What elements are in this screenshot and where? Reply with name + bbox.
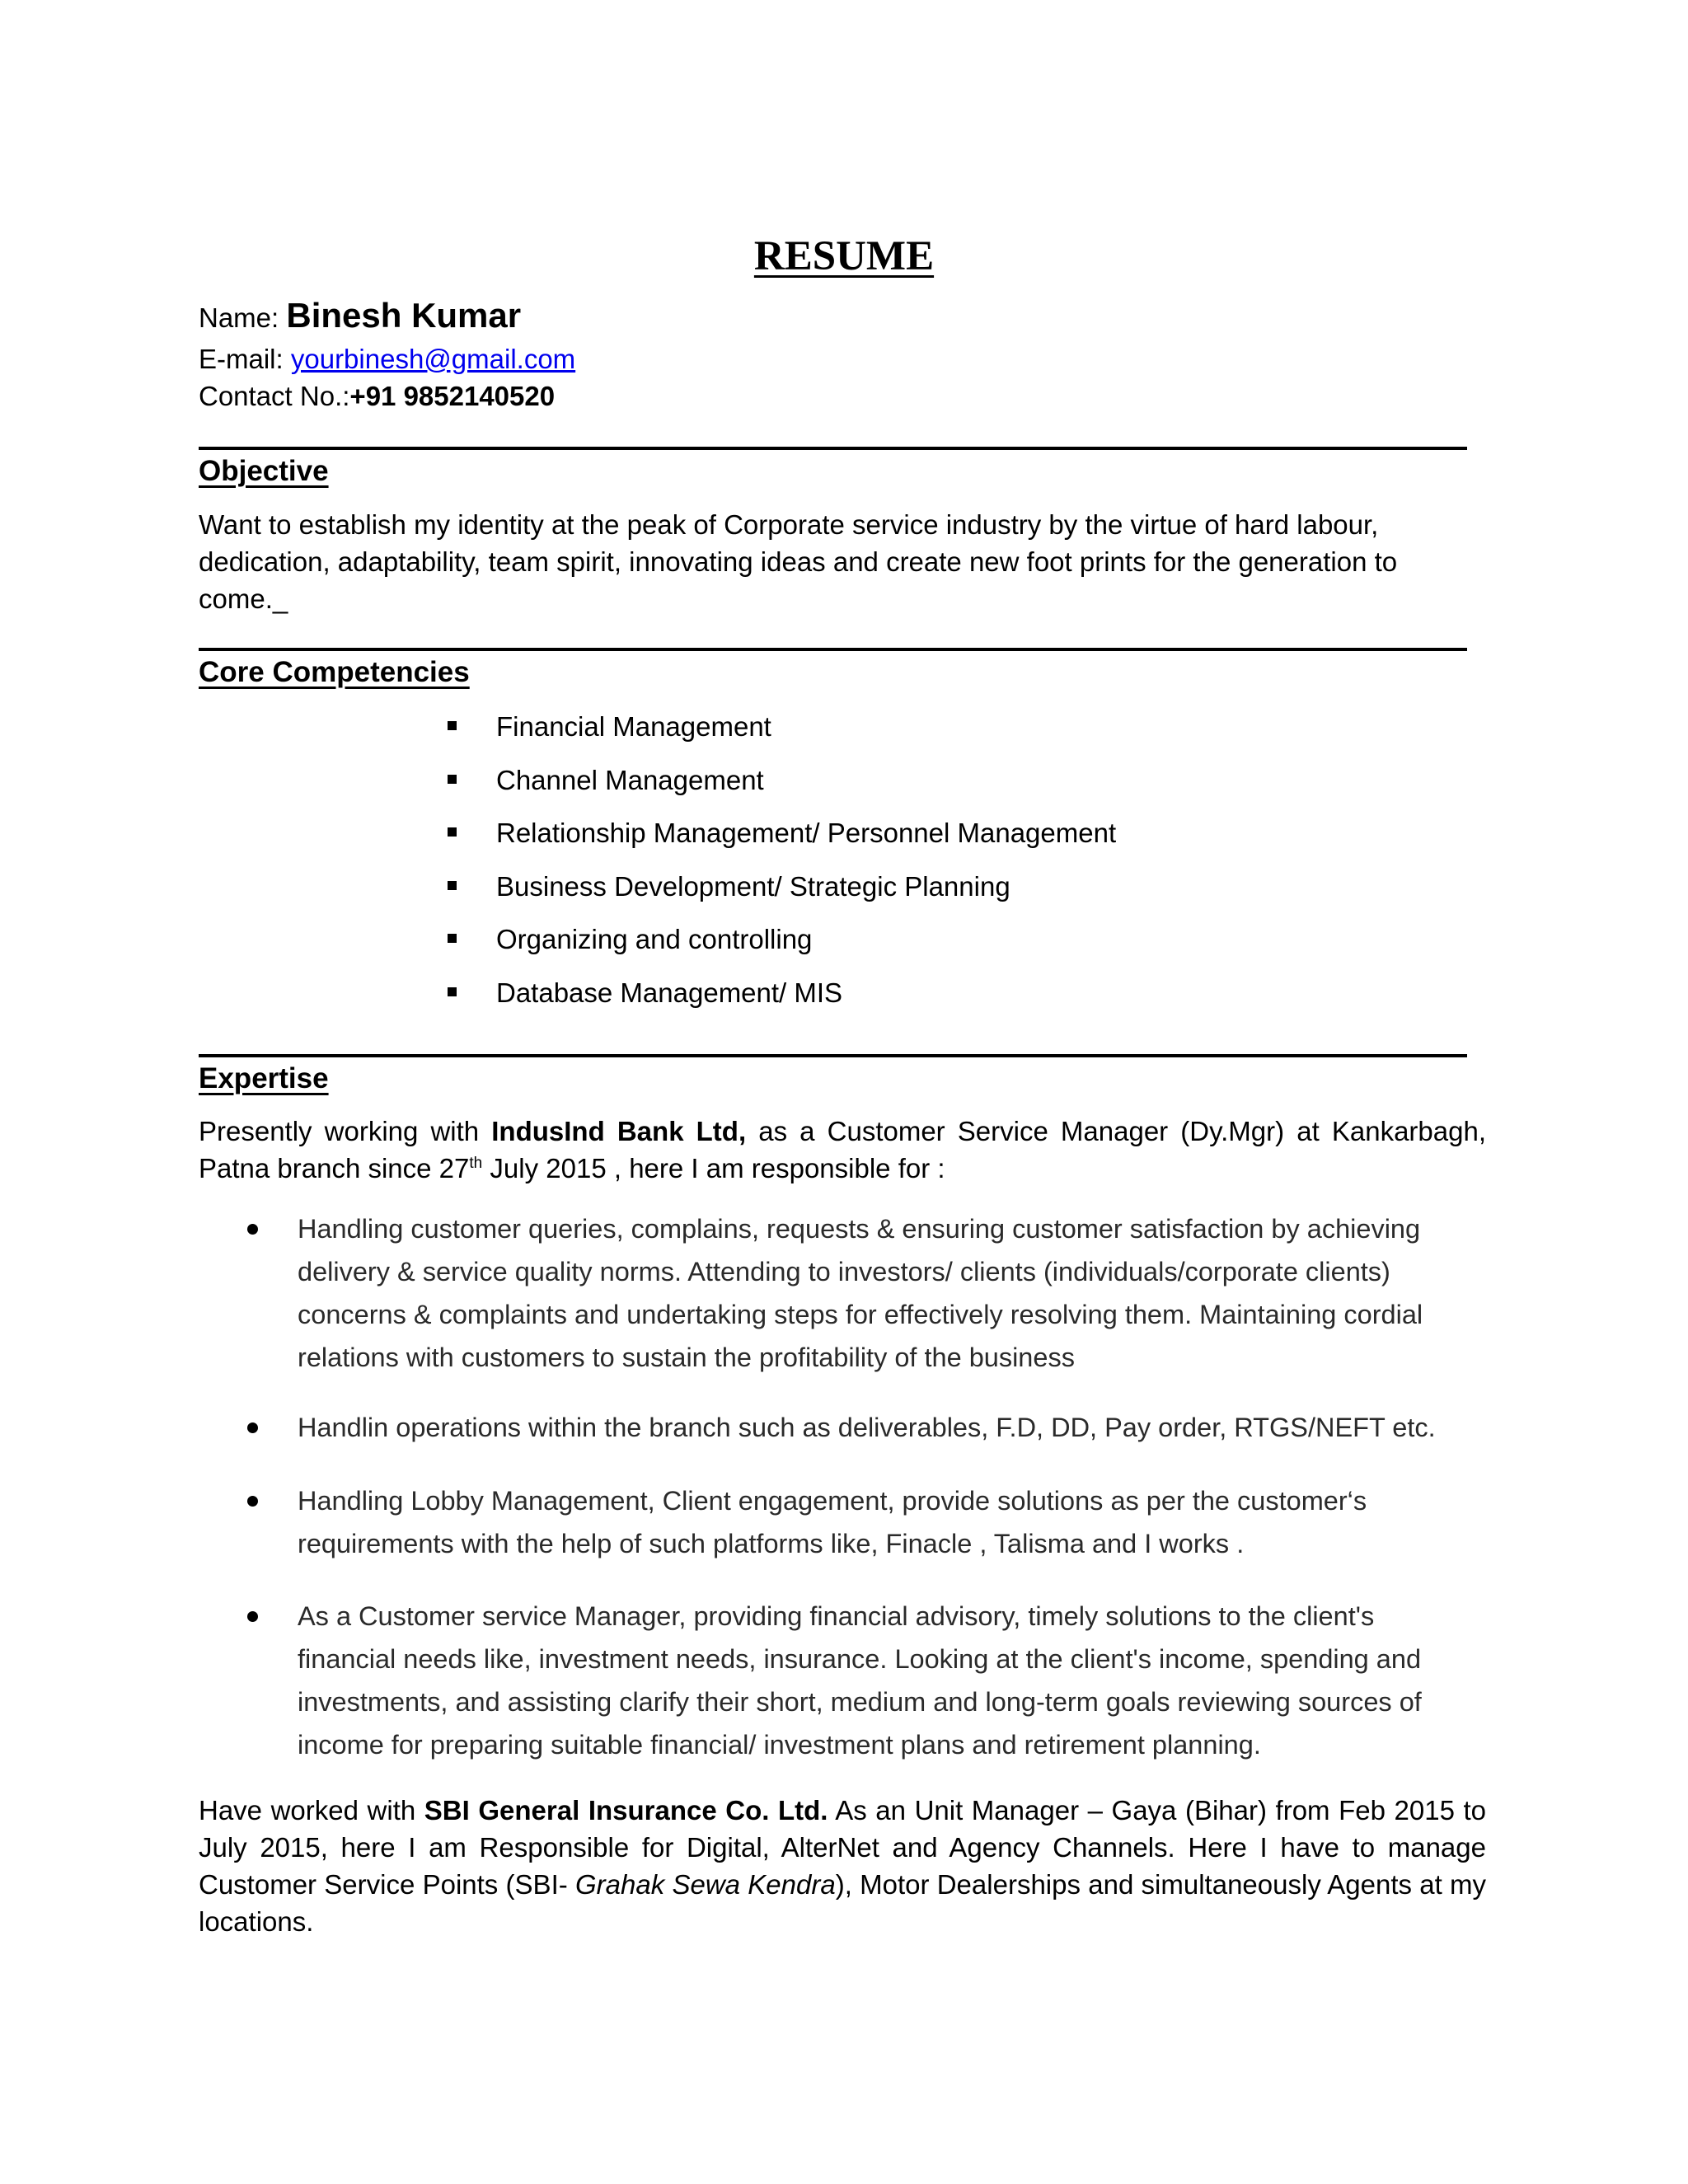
competency-text: Channel Management xyxy=(496,764,764,795)
objective-text: Want to establish my identity at the peak of Corporate service industry by the virtue of hard labour, dedication, adaptability, team spirit, innovating ideas and create new foot prints for the generation to come._ xyxy=(199,509,1398,614)
square-bullet-icon xyxy=(448,827,457,837)
company-name: SBI General Insurance Co. Ltd. xyxy=(424,1795,828,1825)
competency-text: Business Development/ Strategic Planning xyxy=(496,870,1010,902)
name-value: Binesh Kumar xyxy=(286,296,522,335)
email-label: E-mail: xyxy=(199,344,284,374)
previous-experience xyxy=(199,1792,1486,1940)
divider xyxy=(199,648,1467,651)
bullet-icon xyxy=(247,1611,258,1622)
name-line xyxy=(199,298,521,336)
expertise-heading: Expertise xyxy=(199,1062,329,1094)
expertise-bullet: As a Customer service Manager, providing financial advisory, timely solutions to the client's financial needs like, investment needs, insurance. Looking at the client's income, spending and investments, and assisting clarify their short, medium and long-term goals reviewing sources of income for preparing suitable financial/ investment plans and retirement planning. xyxy=(298,1601,1422,1760)
expertise-intro xyxy=(199,1113,1486,1187)
competencies-heading: Core Competencies xyxy=(199,656,470,688)
contact-label: Contact No.: xyxy=(199,381,350,411)
objective-heading: Objective xyxy=(199,455,329,487)
email-link[interactable]: yourbinesh@gmail.com xyxy=(290,344,576,374)
prev-text: As an Unit Manager – Gaya (Bihar) from Feb 2015 to July 2015, here I am Responsible for Digital, AlterNet and Agency Channels. Here I have to manage Customer Service Points (SBI- xyxy=(199,1795,1487,1900)
square-bullet-icon xyxy=(448,881,457,890)
square-bullet-icon xyxy=(448,934,457,943)
prev-text: Have worked with xyxy=(199,1795,424,1825)
bullet-icon xyxy=(247,1422,258,1433)
email-line xyxy=(199,341,575,377)
page-title: RESUME xyxy=(753,233,935,279)
prev-italic-text: Grahak Sewa Kendra xyxy=(575,1869,836,1900)
expertise-bullet: Handling Lobby Management, Client engagement, provide solutions as per the customer‘s requirements with the help of such platforms like, Finacle , Talisma and I works . xyxy=(298,1486,1367,1558)
divider xyxy=(199,1054,1467,1057)
competency-text: Relationship Management/ Personnel Management xyxy=(496,818,1117,848)
prev-text: ), Motor Dealerships and simultaneously Agents at my locations. xyxy=(199,1869,1487,1937)
intro-text: as a Customer Service Manager (Dy.Mgr) at Kankarbagh, Patna branch since 27 xyxy=(199,1116,1486,1183)
square-bullet-icon xyxy=(448,987,457,996)
competency-text: Database Management/ MIS xyxy=(496,977,843,1008)
expertise-bullet: Handlin operations within the branch such as deliverables, F.D, DD, Pay order, RTGS/NEFT etc. xyxy=(298,1413,1436,1442)
competency-text: Organizing and controlling xyxy=(496,924,813,954)
contact-value: +91 9852140520 xyxy=(349,381,556,411)
competency-text: Financial Management xyxy=(496,711,771,742)
bullet-icon xyxy=(247,1496,258,1507)
expertise-bullet: Handling customer queries, complains, requests & ensuring customer satisfaction by achieving delivery & service quality norms. Attending to investors/ clients (individuals/corporate clients) concerns & complaints and undertaking steps for effectively resolving them. Maintaining cordial relations with customers to sustain the profitability of the business xyxy=(298,1214,1423,1372)
ordinal-suffix: th xyxy=(469,1155,483,1172)
intro-text: Presently working with xyxy=(199,1116,492,1146)
contact-line xyxy=(199,378,555,415)
square-bullet-icon xyxy=(448,775,457,784)
divider xyxy=(199,447,1467,450)
intro-text: July 2015 , here I am responsible for : xyxy=(482,1153,945,1183)
bullet-icon xyxy=(247,1224,258,1235)
square-bullet-icon xyxy=(448,721,457,730)
company-name: IndusInd Bank Ltd, xyxy=(491,1116,747,1146)
name-label: Name: xyxy=(199,302,279,333)
